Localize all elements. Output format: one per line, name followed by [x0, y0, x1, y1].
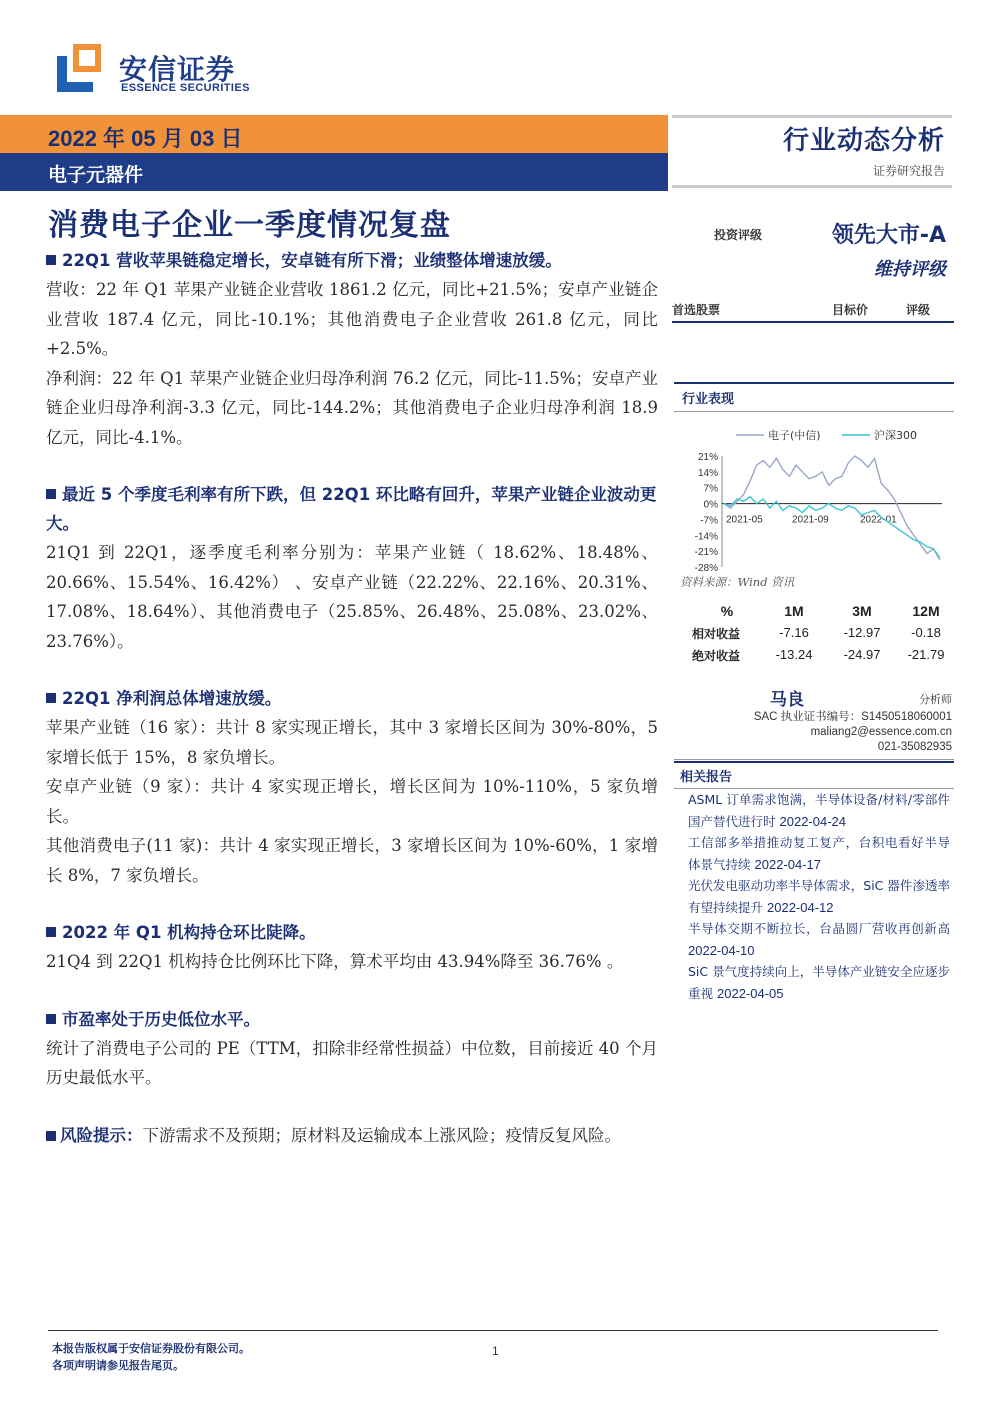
- stock-col-header: 首选股票: [672, 303, 721, 317]
- report-date: 2022 年 05 月 03 日: [48, 126, 243, 151]
- company-logo: [55, 42, 275, 98]
- performance-chart: [674, 412, 954, 572]
- table-header-cell: 1M: [784, 603, 804, 619]
- risk-text: 下游需求不及预期；原材料及运输成本上涨风险；疫情反复风险。: [142, 1125, 621, 1145]
- divider: [672, 115, 952, 118]
- logo-mark-icon: [55, 42, 103, 94]
- legend-label: 沪深300: [874, 429, 917, 442]
- row-label: 绝对收益: [692, 649, 741, 663]
- section-heading: 22Q1 营收苹果链稳定增长，安卓链有所下滑；业绩整体增速放缓。: [46, 246, 658, 275]
- rating-action: 维持评级: [874, 259, 946, 280]
- page-title: 消费电子企业一季度情况复盘: [48, 208, 451, 243]
- chart-svg: [674, 412, 954, 572]
- related-report-link[interactable]: 半导体交期不断拉长，台晶圆厂营收再创新高 2022-04-10: [688, 921, 950, 958]
- table-cell: -13.24: [775, 647, 813, 662]
- sector-name: 电子元器件: [48, 164, 144, 186]
- summary-section: [46, 1005, 658, 1093]
- stock-col-header: 目标价: [832, 303, 869, 317]
- x-tick-label: 2022-01: [860, 514, 897, 526]
- series-line: [724, 456, 940, 560]
- report-date: 2022-04-10: [688, 942, 755, 958]
- summary-section: [46, 684, 658, 890]
- table-row: [674, 647, 954, 669]
- summary-section: [46, 918, 658, 977]
- summary-section: [46, 246, 658, 452]
- y-tick-label: 21%: [697, 452, 718, 463]
- analyst-block: [674, 685, 954, 760]
- x-tick-label: 2021-09: [792, 514, 829, 526]
- table-header-cell: %: [720, 603, 734, 619]
- rating-value: 领先大市-A: [831, 223, 946, 248]
- related-report-link[interactable]: 光伏发电驱动功率半导体需求，SiC 器件渗透率有望持续提升 2022-04-12: [688, 878, 950, 915]
- source-note: 资料来源：Wind 资讯: [680, 575, 795, 589]
- table-cell: -21.79: [907, 647, 945, 662]
- y-tick-label: 14%: [697, 467, 718, 479]
- related-reports: [674, 761, 954, 1004]
- copyright-note: 本报告版权属于安信证券股份有限公司。: [52, 1342, 250, 1355]
- y-tick-label: -21%: [694, 547, 718, 559]
- y-tick-label: -7%: [700, 515, 718, 527]
- table-cell: -24.97: [843, 647, 881, 662]
- table-cell: -7.16: [779, 625, 809, 640]
- section-heading: 2022 年 Q1 机构持仓环比陡降。: [46, 918, 658, 947]
- summary-section: [46, 480, 658, 656]
- paragraph: 21Q1 到 22Q1，逐季度毛利率分别为：苹果产业链（ 18.62%、18.48%、20.66%、15.54%、16.42%） 、安卓产业链（22.22%、22.16%、20.31%、17.08%、18.64%）、其他消费电子（25.85%、26.48%、25.08%、23.02%、23.76%）。: [46, 543, 658, 651]
- table-cell: -0.18: [911, 625, 941, 640]
- rating-label: 投资评级: [714, 228, 763, 242]
- bullet-square-icon: [46, 927, 56, 937]
- y-tick-label: 7%: [703, 483, 718, 495]
- paragraph: 安卓产业链（9 家）：共计 4 家实现正增长，增长区间为 10%-110%，5 家负增长。: [46, 777, 658, 826]
- related-report-link[interactable]: SiC 景气度持续向上，半导体产业链安全应逐步重视 2022-04-05: [688, 964, 950, 1001]
- paragraph: 统计了消费电子公司的 PE（TTM，扣除非经常性损益）中位数，目前接近 40 个月历史最低水平。: [46, 1038, 658, 1087]
- page-number: 1: [492, 1344, 499, 1358]
- table-cell: -12.97: [843, 625, 881, 640]
- stock-table-header: [672, 299, 954, 323]
- table-row: [674, 625, 954, 647]
- logo-text-en: ESSENCE SECURITIES: [121, 82, 250, 94]
- table-header-row: [674, 603, 954, 625]
- section-heading: 市盈率处于历史低位水平。: [46, 1005, 658, 1034]
- industry-performance: [674, 382, 954, 590]
- related-title: 相关报告: [674, 761, 954, 789]
- table-header-cell: 3M: [852, 603, 872, 619]
- legend-label: 电子(中信): [768, 429, 821, 442]
- y-tick-label: 0%: [703, 499, 718, 511]
- performance-table: [674, 603, 954, 669]
- bullet-square-icon: [46, 255, 56, 265]
- related-report-link[interactable]: 工信部多举措推动复工复产，台积电看好半导体景气持续 2022-04-17: [688, 835, 950, 872]
- section-heading: 最近 5 个季度毛利率有所下跌，但 22Q1 环比略有回升，苹果产业链企业波动更大。: [46, 485, 657, 533]
- main-content: [46, 246, 658, 1178]
- report-date: 2022-04-05: [717, 985, 784, 1001]
- divider: [672, 185, 952, 188]
- related-report-link[interactable]: ASML 订单需求饱满，半导体设备/材料/零部件国产替代进行时 2022-04-24: [688, 792, 950, 829]
- analyst-role: 分析师: [919, 693, 952, 706]
- bullet-square-icon: [46, 693, 56, 703]
- logo-text-cn: 安信证券: [119, 53, 236, 86]
- bullet-square-icon: [46, 1014, 56, 1024]
- stock-col-header: 评级: [906, 303, 931, 317]
- risk-label: 风险提示：: [60, 1125, 143, 1145]
- perf-title: 行业表现: [674, 382, 954, 412]
- footer-divider: [48, 1330, 938, 1331]
- bullet-square-icon: [46, 489, 56, 499]
- rating-block: [672, 215, 954, 251]
- section-heading: 22Q1 净利润总体增速放缓。: [46, 684, 658, 713]
- sidebar: [672, 215, 954, 1001]
- paragraph: 净利润：22 年 Q1 苹果产业链企业归母净利润 76.2 亿元，同比-11.5%；安卓产业链企业归母净利润-3.3 亿元，同比-144.2%；其他消费电子企业归母净利润 18.9 亿元，同比-4.1%。: [46, 368, 658, 447]
- report-type: 行业动态分析: [782, 126, 945, 156]
- analyst-phone: 021-35082935: [877, 741, 952, 753]
- y-tick-label: -14%: [694, 531, 718, 543]
- table-header-cell: 12M: [912, 603, 940, 619]
- paragraph: 苹果产业链（16 家）：共计 8 家实现正增长，其中 3 家增长区间为 30%-80%，5 家增长低于 15%，8 家负增长。: [46, 718, 658, 767]
- bullet-square-icon: [46, 1131, 56, 1141]
- report-date: 2022-04-12: [767, 899, 834, 915]
- analyst-name-row: [674, 685, 954, 710]
- report-subtype: 证券研究报告: [872, 164, 945, 178]
- paragraph: 其他消费电子(11 家)：共计 4 家实现正增长，3 家增长区间为 10%-60%，1 家增长 8%，7 家负增长。: [46, 836, 658, 885]
- row-label: 相对收益: [692, 627, 741, 641]
- risk-paragraph: [46, 1121, 658, 1151]
- paragraph: 21Q4 到 22Q1 机构持仓比例环比下降，算术平均由 43.94%降至 36.76% 。: [46, 952, 624, 971]
- risk-section: [46, 1121, 658, 1151]
- report-date: 2022-04-24: [779, 813, 846, 829]
- report-date: 2022-04-17: [754, 856, 821, 872]
- x-tick-label: 2021-05: [726, 514, 763, 526]
- analyst-name: 马良: [770, 690, 804, 710]
- paragraph: 营收：22 年 Q1 苹果产业链企业营收 1861.2 亿元，同比+21.5%；安卓产业链企业营收 187.4 亿元，同比-10.1%；其他消费电子企业营收 261.8 亿元，同比+2.5%。: [46, 280, 658, 358]
- disclaimer-note: 各项声明请参见报告尾页。: [52, 1359, 184, 1372]
- analyst-email[interactable]: maliang2@essence.com.cn: [810, 726, 952, 738]
- y-tick-label: -28%: [694, 563, 718, 572]
- analyst-cert: SAC 执业证书编号：S1450518060001: [753, 711, 952, 723]
